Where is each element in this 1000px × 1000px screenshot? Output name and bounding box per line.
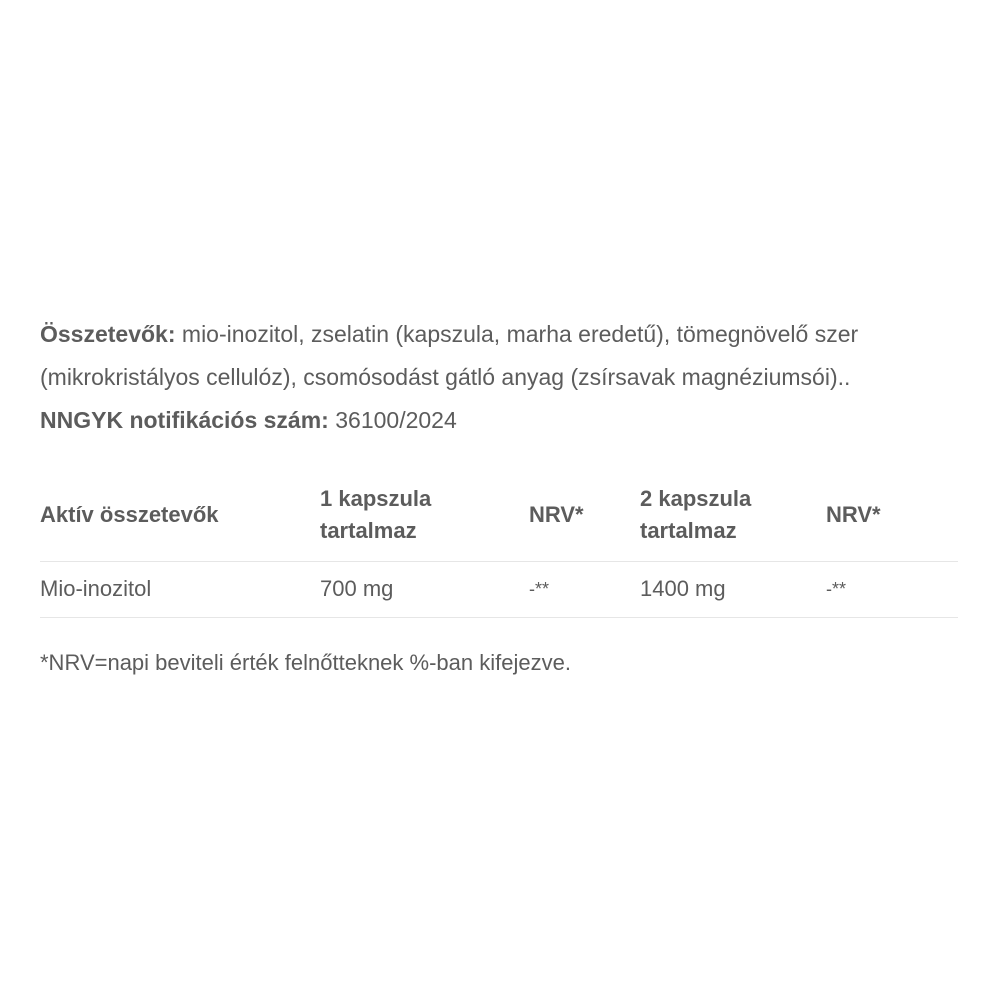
header-one-capsule-line1: 1 kapszula [320, 486, 432, 511]
ingredients-text-line2: (mikrokristályos cellulóz), csomósodást gátló anyag (zsírsavak magnéziumsói).. [40, 364, 851, 390]
notification-paragraph [40, 399, 960, 442]
ingredients-label: Összetevők: [40, 321, 176, 347]
product-info [40, 313, 960, 678]
table-header-row [40, 475, 958, 562]
table-row [40, 562, 958, 618]
cell-nrv-2: -** [826, 579, 847, 599]
header-two-capsules [640, 475, 826, 562]
header-nrv-1: NRV* [529, 502, 584, 527]
ingredients-text-line1: mio-inozitol, zselatin (kapszula, marha eredetű), tömegnövelő szer [175, 321, 859, 347]
header-active-ingredients: Aktív összetevők [40, 502, 219, 527]
notification-value: 36100/2024 [328, 407, 457, 433]
header-one-capsule-line2: tartalmaz [320, 518, 417, 543]
cell-ingredient-name: Mio-inozitol [40, 576, 152, 601]
ingredients-paragraph [40, 313, 960, 399]
nutrition-table [40, 475, 958, 618]
cell-two-capsules-amount: 1400 mg [640, 576, 726, 601]
cell-one-capsule-amount: 700 mg [320, 576, 394, 601]
header-nrv-2: NRV* [826, 502, 881, 527]
header-two-capsules-line2: tartalmaz [640, 518, 737, 543]
header-two-capsules-line1: 2 kapszula [640, 486, 752, 511]
nrv-footnote: *NRV=napi beviteli érték felnőtteknek %-ban kifejezve. [40, 650, 571, 675]
cell-nrv-1: -** [529, 579, 550, 599]
notification-label: NNGYK notifikációs szám: [40, 407, 329, 433]
header-one-capsule [320, 475, 529, 562]
